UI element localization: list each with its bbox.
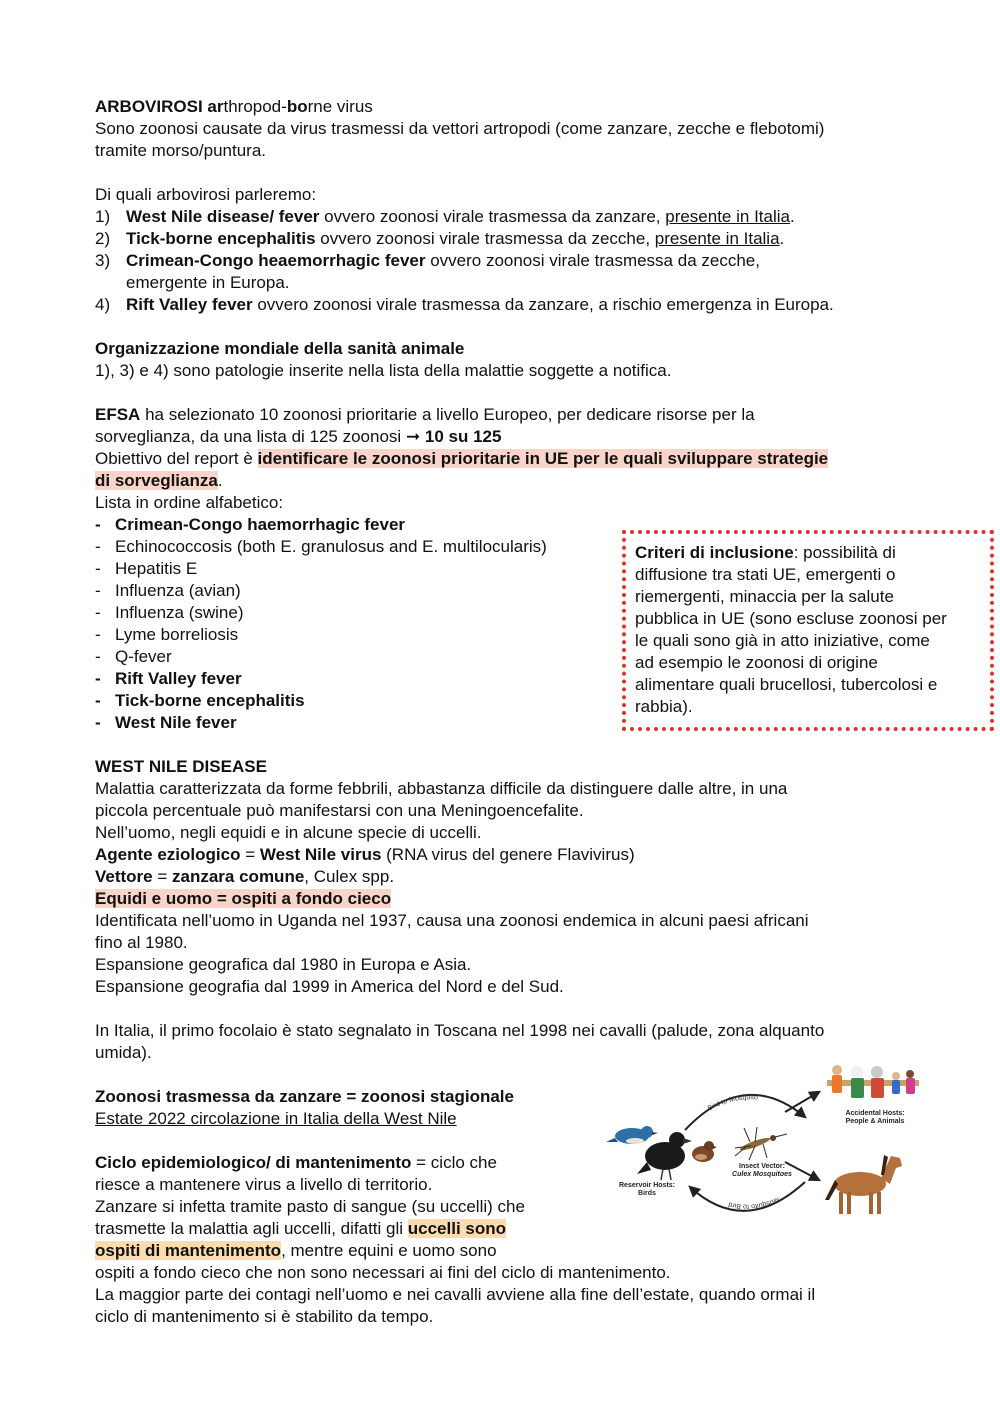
paragraph-line: trasmette la malattia agli uccelli, difatti gli uccelli sono	[95, 1219, 506, 1238]
list-item: - Q-fever	[95, 647, 172, 666]
box-line: pubblica in UE (sono escluse zoonosi per	[635, 609, 947, 628]
insect-vector-label: Insect Vector:	[739, 1163, 785, 1170]
arrow-icon: ➞	[405, 427, 421, 446]
list-item: - Rift Valley fever	[95, 669, 242, 688]
box-line: Criteri di inclusione: possibilità di	[635, 543, 896, 562]
mosquito-icon	[735, 1127, 787, 1160]
list-item: - Influenza (swine)	[95, 603, 244, 622]
paragraph-line: fino al 1980.	[95, 933, 188, 952]
arrow-to-people	[785, 1092, 819, 1112]
paragraph-line: Espansione geografia dal 1999 in America del Nord e del Sud.	[95, 977, 564, 996]
highlight: ospiti di mantenimento	[95, 1241, 282, 1260]
section-heading: Organizzazione mondiale della sanità animale	[95, 339, 465, 358]
paragraph-line: In Italia, il primo focolaio è stato segnalato in Toscana nel 1998 nei cavalli (palude, zona alquanto	[95, 1021, 825, 1040]
sparrow-icon	[692, 1141, 717, 1162]
accidental-hosts-sublabel: People & Animals	[845, 1118, 905, 1125]
list-item: 4) Rift Valley fever ovvero zoonosi virale trasmessa da zanzare, a rischio emergenza in Europa.	[95, 295, 834, 314]
paragraph-line: sorveglianza, da una lista di 125 zoonosi ➞ 10 su 125	[95, 427, 502, 446]
list-item-continuation: emergente in Europa.	[126, 273, 290, 292]
list-item: - Tick-borne encephalitis	[95, 691, 305, 710]
list-item: - Influenza (avian)	[95, 581, 241, 600]
bird-to-mosquito-label: Bird to Mosquito	[706, 1094, 759, 1113]
paragraph-line	[95, 888, 925, 910]
arbovirosi-heading: ARBOVIROSI arthropod-borne virus	[95, 97, 373, 116]
accidental-hosts-label: Accidental Hosts:	[845, 1110, 905, 1117]
west-nile-cycle-figure	[605, 1062, 925, 1234]
list-item: 2) Tick-borne encephalitis ovvero zoonosi virale trasmessa da zecche, presente in Italia.	[95, 229, 785, 248]
mosquito-to-bird-label: Mosquito to Bird	[727, 1195, 781, 1210]
highlight: di sorveglianza	[95, 471, 218, 490]
list-item: 3) Crimean-Congo heaemorrhagic fever ovvero zoonosi virale trasmessa da zecche,	[95, 251, 760, 270]
box-line: rabbia).	[635, 697, 693, 716]
section-heading: Zoonosi trasmessa da zanzare = zoonosi stagionale	[95, 1087, 514, 1106]
paragraph-line: Obiettivo del report è identificare le zoonosi prioritarie in UE per le quali sviluppare strategie	[95, 449, 829, 468]
highlight: identificare le zoonosi prioritarie in UE per le quali sviluppare strategie	[257, 449, 829, 468]
paragraph-line: riesce a mantenere virus a livello di territorio.	[95, 1175, 433, 1194]
paragraph-line: Ciclo epidemiologico/ di mantenimento = ciclo che	[95, 1153, 497, 1172]
box-line: alimentare quali brucellosi, tubercolosi e	[635, 675, 938, 694]
box-line: ad esempio le zoonosi di origine	[635, 653, 878, 672]
paragraph-line: Identificata nell’uomo in Uganda nel 1937, causa una zoonosi endemica in alcuni paesi africani	[95, 911, 809, 930]
paragraph-line: Agente eziologico = West Nile virus (RNA virus del genere Flavivirus)	[95, 845, 635, 864]
reservoir-hosts-sublabel: Birds	[638, 1190, 656, 1197]
paragraph-line: ospiti di mantenimento, mentre equini e uomo sono	[95, 1241, 497, 1260]
blue-bird-icon	[606, 1126, 658, 1144]
paragraph-line: 1), 3) e 4) sono patologie inserite nella lista della malattie soggette a notifica.	[95, 361, 672, 380]
box-line: riemergenti, minaccia per la salute	[635, 587, 894, 606]
paragraph-line: Nell’uomo, negli equidi e in alcune specie di uccelli.	[95, 823, 482, 842]
reservoir-hosts-label: Reservoir Hosts:	[618, 1182, 676, 1189]
highlight: Equidi e uomo = ospiti a fondo cieco	[95, 889, 392, 908]
paragraph-line: EFSA ha selezionato 10 zoonosi prioritarie a livello Europeo, per dedicare risorse per la	[95, 405, 755, 424]
box-line: le quali sono già in atto iniziative, come	[635, 631, 930, 650]
paragraph-line: piccola percentuale può manifestarsi con una Meningoencefalite.	[95, 801, 584, 820]
paragraph-line: Estate 2022 circolazione in Italia della West Nile	[95, 1109, 457, 1128]
paragraph-line: Sono zoonosi causate da virus trasmessi da vettori artropodi (come zanzare, zecche e flebotomi)	[95, 119, 825, 138]
highlight: uccelli sono	[407, 1219, 506, 1238]
list-item: - West Nile fever	[95, 713, 237, 732]
inclusion-criteria-box	[622, 530, 994, 731]
paragraph-line: Espansione geografica dal 1980 in Europa e Asia.	[95, 955, 472, 974]
list-item: - Echinococcosis (both E. granulosus and E. multilocularis)	[95, 537, 547, 556]
section-heading: WEST NILE DISEASE	[95, 757, 267, 776]
paragraph-line: Zanzare si infetta tramite pasto di sangue (su uccelli) che	[95, 1197, 525, 1216]
list-item: - Lyme borreliosis	[95, 625, 239, 644]
box-line: diffusione tra stati UE, emergenti o	[635, 565, 896, 584]
people-icon	[827, 1065, 919, 1098]
paragraph-line: La maggior parte dei contagi nell’uomo e nei cavalli avviene alla fine dell’estate, quando ormai il	[95, 1285, 816, 1304]
horse-icon	[825, 1155, 902, 1214]
paragraph-line: ciclo di mantenimento si è stabilito da tempo.	[95, 1307, 434, 1326]
paragraph-line: Malattia caratterizzata da forme febbrili, abbastanza difficile da distinguere dalle altre, in una	[95, 779, 788, 798]
paragraph-line: di sorveglianza.	[95, 471, 223, 490]
list-title: Lista in ordine alfabetico:	[95, 493, 284, 512]
paragraph-line: umida).	[95, 1043, 152, 1062]
paragraph-line: Vettore = zanzara comune, Culex spp.	[95, 867, 395, 886]
list-item: - Hepatitis E	[95, 559, 198, 578]
paragraph-line: ospiti a fondo cieco che non sono necessari ai fini del ciclo di mantenimento.	[95, 1263, 671, 1282]
paragraph-line: tramite morso/puntura.	[95, 141, 267, 160]
insect-vector-sublabel: Culex Mosquitoes	[732, 1171, 792, 1178]
list-item: 1) West Nile disease/ fever ovvero zoonosi virale trasmessa da zanzare, presente in Italia.	[95, 207, 795, 226]
list-intro: Di quali arbovirosi parleremo:	[95, 185, 317, 204]
list-item: - Crimean-Congo haemorrhagic fever	[95, 515, 406, 534]
